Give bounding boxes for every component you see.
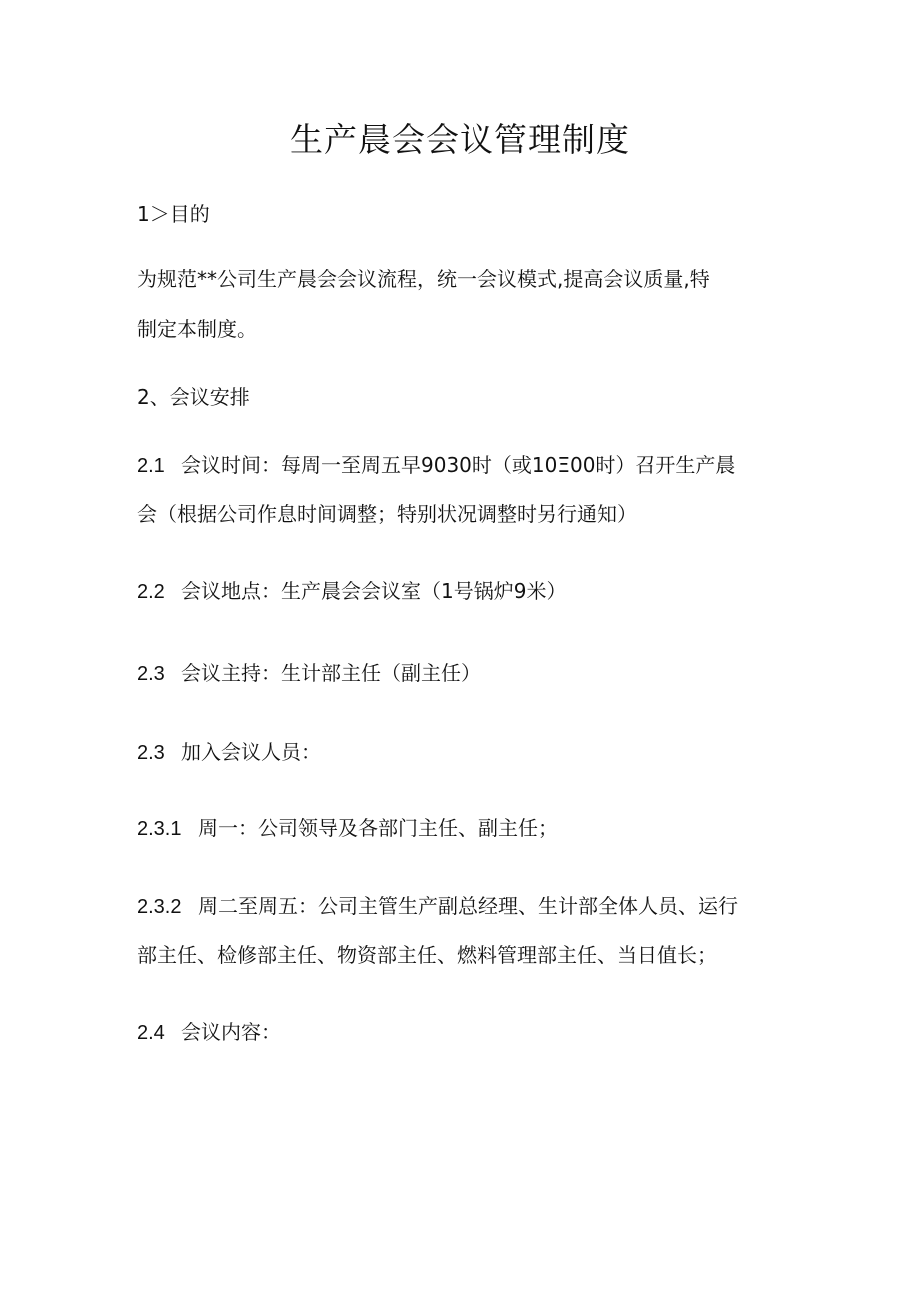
item-number: 2.2 bbox=[137, 581, 165, 603]
item-text: 会议地点：生产晨会会议室（1号锅炉9米） bbox=[181, 579, 567, 603]
item-number: 2.3 bbox=[137, 742, 165, 764]
item-2-3-2-line-2: 部主任、检修部主任、物资部主任、燃料管理部主任、当日值长； bbox=[137, 943, 717, 967]
item-2-1-line-2: 会（根据公司作息时间调整；特别状况调整时另行通知） bbox=[137, 502, 637, 526]
item-text: 会议时间：每周一至周五早9030时（或10Ξ00时）召开生产晨 bbox=[181, 453, 736, 477]
item-text: 周一：公司领导及各部门主任、副主任； bbox=[198, 816, 558, 840]
item-2-3-attendees bbox=[137, 738, 797, 767]
item-number: 2.3 bbox=[137, 663, 165, 685]
item-text: 会议主持：生计部主任（副主任） bbox=[181, 661, 481, 685]
item-2-1-line-1 bbox=[137, 451, 797, 480]
item-number: 2.3.2 bbox=[137, 896, 182, 918]
item-2-2 bbox=[137, 577, 797, 606]
section-1-heading: 1＞目的 bbox=[137, 202, 210, 226]
item-number: 2.4 bbox=[137, 1022, 165, 1044]
item-text: 加入会议人员： bbox=[181, 740, 321, 764]
item-2-3-host bbox=[137, 659, 797, 688]
item-number: 2.1 bbox=[137, 455, 165, 477]
document-title: 生产晨会会议管理制度 bbox=[290, 120, 630, 159]
section-1-body-line-2: 制定本制度。 bbox=[137, 317, 257, 341]
item-2-3-2-line-1 bbox=[137, 892, 797, 921]
item-text: 会议内容： bbox=[181, 1020, 281, 1044]
item-number: 2.3.1 bbox=[137, 818, 182, 840]
section-2-heading: 2、会议安排 bbox=[137, 385, 250, 409]
item-2-4 bbox=[137, 1018, 797, 1047]
section-1-body-line-1: 为规范**公司生产晨会会议流程，统一会议模式,提高会议质量,特 bbox=[137, 267, 710, 291]
item-text: 周二至周五：公司主管生产副总经理、生计部全体人员、运行 bbox=[198, 894, 738, 918]
item-2-3-1 bbox=[137, 814, 797, 843]
